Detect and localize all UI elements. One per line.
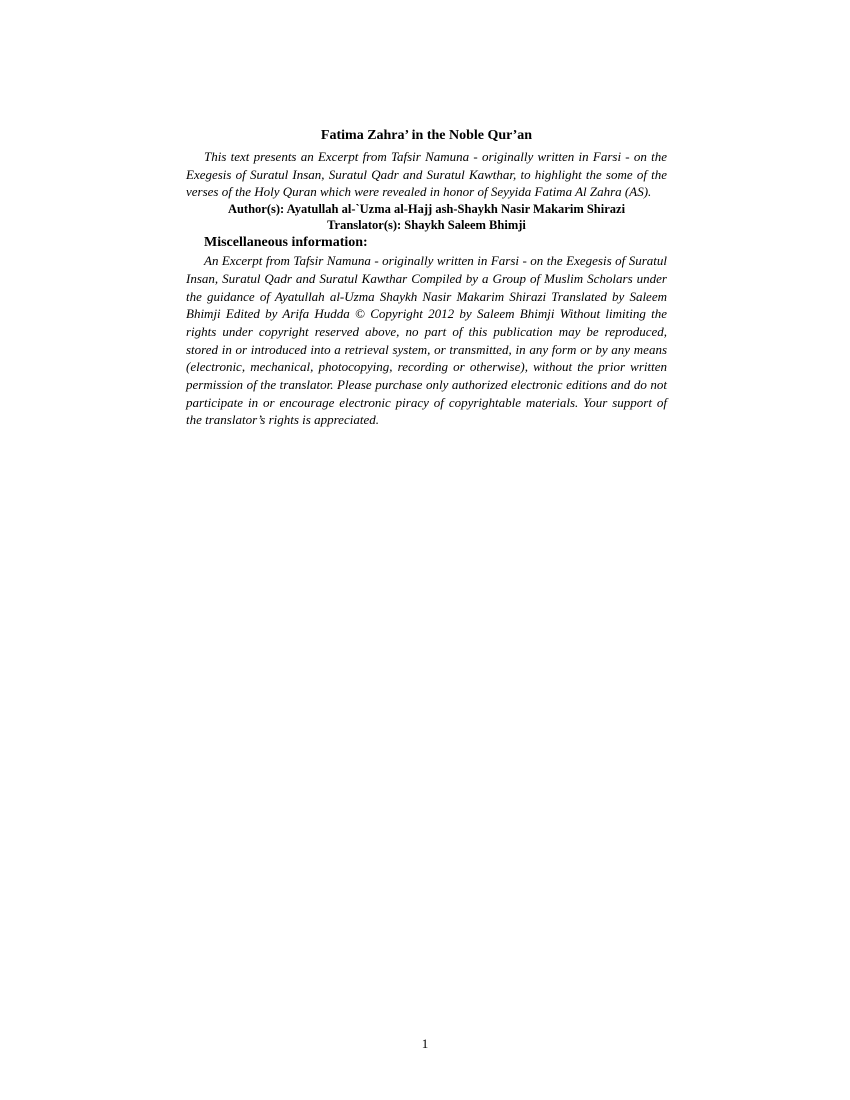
author-line: Author(s): Ayatullah al-`Uzma al-Hajj ash-Shaykh Nasir Makarim Shirazi xyxy=(227,202,626,217)
abstract-paragraph: This text presents an Excerpt from Tafsir Namuna - originally written in Farsi - on the Exegesis of Suratul Insan, Suratul Qadr and Suratul Kawthar, to highlight the some of the verses of the Holy Quran which were revealed in honor of Seyyida Fatima Al Zahra (AS). xyxy=(186,149,667,200)
page-content xyxy=(186,127,667,429)
translator-line: Translator(s): Shaykh Saleem Bhimji xyxy=(327,218,526,233)
document-title: Fatima Zahra’ in the Noble Qur’an xyxy=(320,128,533,143)
misc-heading: Miscellaneous information: xyxy=(204,235,368,251)
misc-paragraph: An Excerpt from Tafsir Namuna - originally written in Farsi - on the Exegesis of Suratul Insan, Suratul Qadr and Suratul Kawthar Compiled by a Group of Muslim Scholars under the guidance of Ayatullah al-Uzma Shaykh Nasir Makarim Shirazi Translated by Saleem Bhimji Edited by Arifa Hudda © Copyright 2012 by Saleem Bhimji Without limiting the rights under copyright reserved above, no part of this publication may be reproduced, stored in or introduced into a retrieval system, or transmitted, in any form or by any means (electronic, mechanical, photocopying, recording or otherwise), without the prior written permission of the translator. Please purchase only authorized electronic editions and do not participate in or encourage electronic piracy of copyrightable materials. Your support of the translator’s rights is appreciated. xyxy=(186,253,667,428)
page-number: 1 xyxy=(421,1036,429,1051)
